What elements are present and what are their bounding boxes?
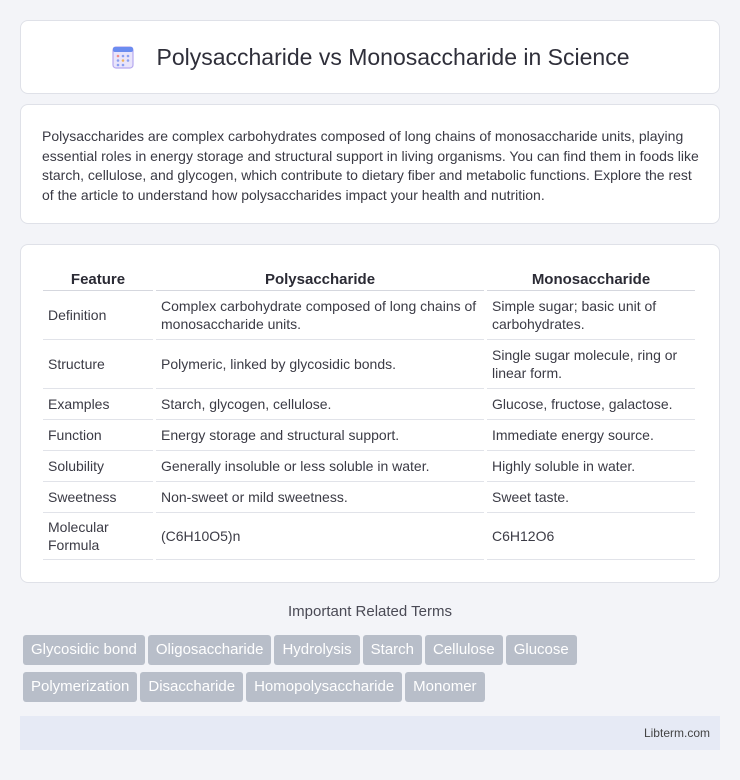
header-monosaccharide: Monosaccharide [487,265,695,291]
cell-monosaccharide: Glucose, fructose, galactose. [487,389,695,420]
cell-feature: Molecular Formula [43,513,153,560]
cell-feature: Solubility [43,451,153,482]
cell-monosaccharide: Highly soluble in water. [487,451,695,482]
intro-text: Polysaccharides are complex carbohydrates composed of long chains of monosaccharide units, playing essential roles in energy storage and structural support in living organisms. You can find them in foods like starch, cellulose, and glycogen, which contribute to dietary fiber and metabolic functions. Explore the rest of the article to understand how polysaccharides impact your health and nutrition. [42,128,699,203]
cell-feature: Function [43,420,153,451]
comparison-table-card [20,244,720,583]
term-chip[interactable]: Cellulose [425,635,503,665]
term-chip[interactable]: Monomer [405,672,484,702]
cell-polysaccharide: Non-sweet or mild sweetness. [156,482,484,513]
term-chip[interactable]: Glycosidic bond [23,635,145,665]
cell-feature: Structure [43,340,153,389]
footer [20,716,720,750]
cell-polysaccharide: Generally insoluble or less soluble in water. [156,451,484,482]
title-card [20,20,720,94]
header-feature: Feature [43,265,153,291]
table-row [43,291,695,340]
comparison-table [40,265,698,560]
cell-monosaccharide: C6H12O6 [487,513,695,560]
cell-polysaccharide: Polymeric, linked by glycosidic bonds. [156,340,484,389]
cell-feature: Examples [43,389,153,420]
calendar-book-icon [110,44,136,70]
cell-monosaccharide: Sweet taste. [487,482,695,513]
term-chip[interactable]: Disaccharide [140,672,243,702]
cell-polysaccharide: Complex carbohydrate composed of long chains of monosaccharide units. [156,291,484,340]
table-row [43,340,695,389]
term-chip[interactable]: Polymerization [23,672,137,702]
cell-monosaccharide: Single sugar molecule, ring or linear form. [487,340,695,389]
page-title: Polysaccharide vs Monosaccharide in Science [156,43,630,70]
cell-polysaccharide: Starch, glycogen, cellulose. [156,389,484,420]
term-chip[interactable]: Glucose [506,635,577,665]
table-row [43,513,695,560]
table-row [43,482,695,513]
term-chip[interactable]: Hydrolysis [274,635,359,665]
header-polysaccharide: Polysaccharide [156,265,484,291]
related-terms-list [23,635,723,709]
footer-site-link[interactable]: Libterm.com [643,726,710,740]
intro-card [20,104,720,224]
table-row [43,420,695,451]
term-chip[interactable]: Oligosaccharide [148,635,272,665]
term-chip[interactable]: Homopolysaccharide [246,672,402,702]
term-chip[interactable]: Starch [363,635,422,665]
cell-monosaccharide: Immediate energy source. [487,420,695,451]
cell-polysaccharide: (C6H10O5)n [156,513,484,560]
related-terms-title: Important Related Terms [288,603,452,620]
table-row [43,389,695,420]
cell-feature: Definition [43,291,153,340]
cell-polysaccharide: Energy storage and structural support. [156,420,484,451]
cell-monosaccharide: Simple sugar; basic unit of carbohydrates. [487,291,695,340]
table-header-row [43,265,695,291]
cell-feature: Sweetness [43,482,153,513]
table-row [43,451,695,482]
